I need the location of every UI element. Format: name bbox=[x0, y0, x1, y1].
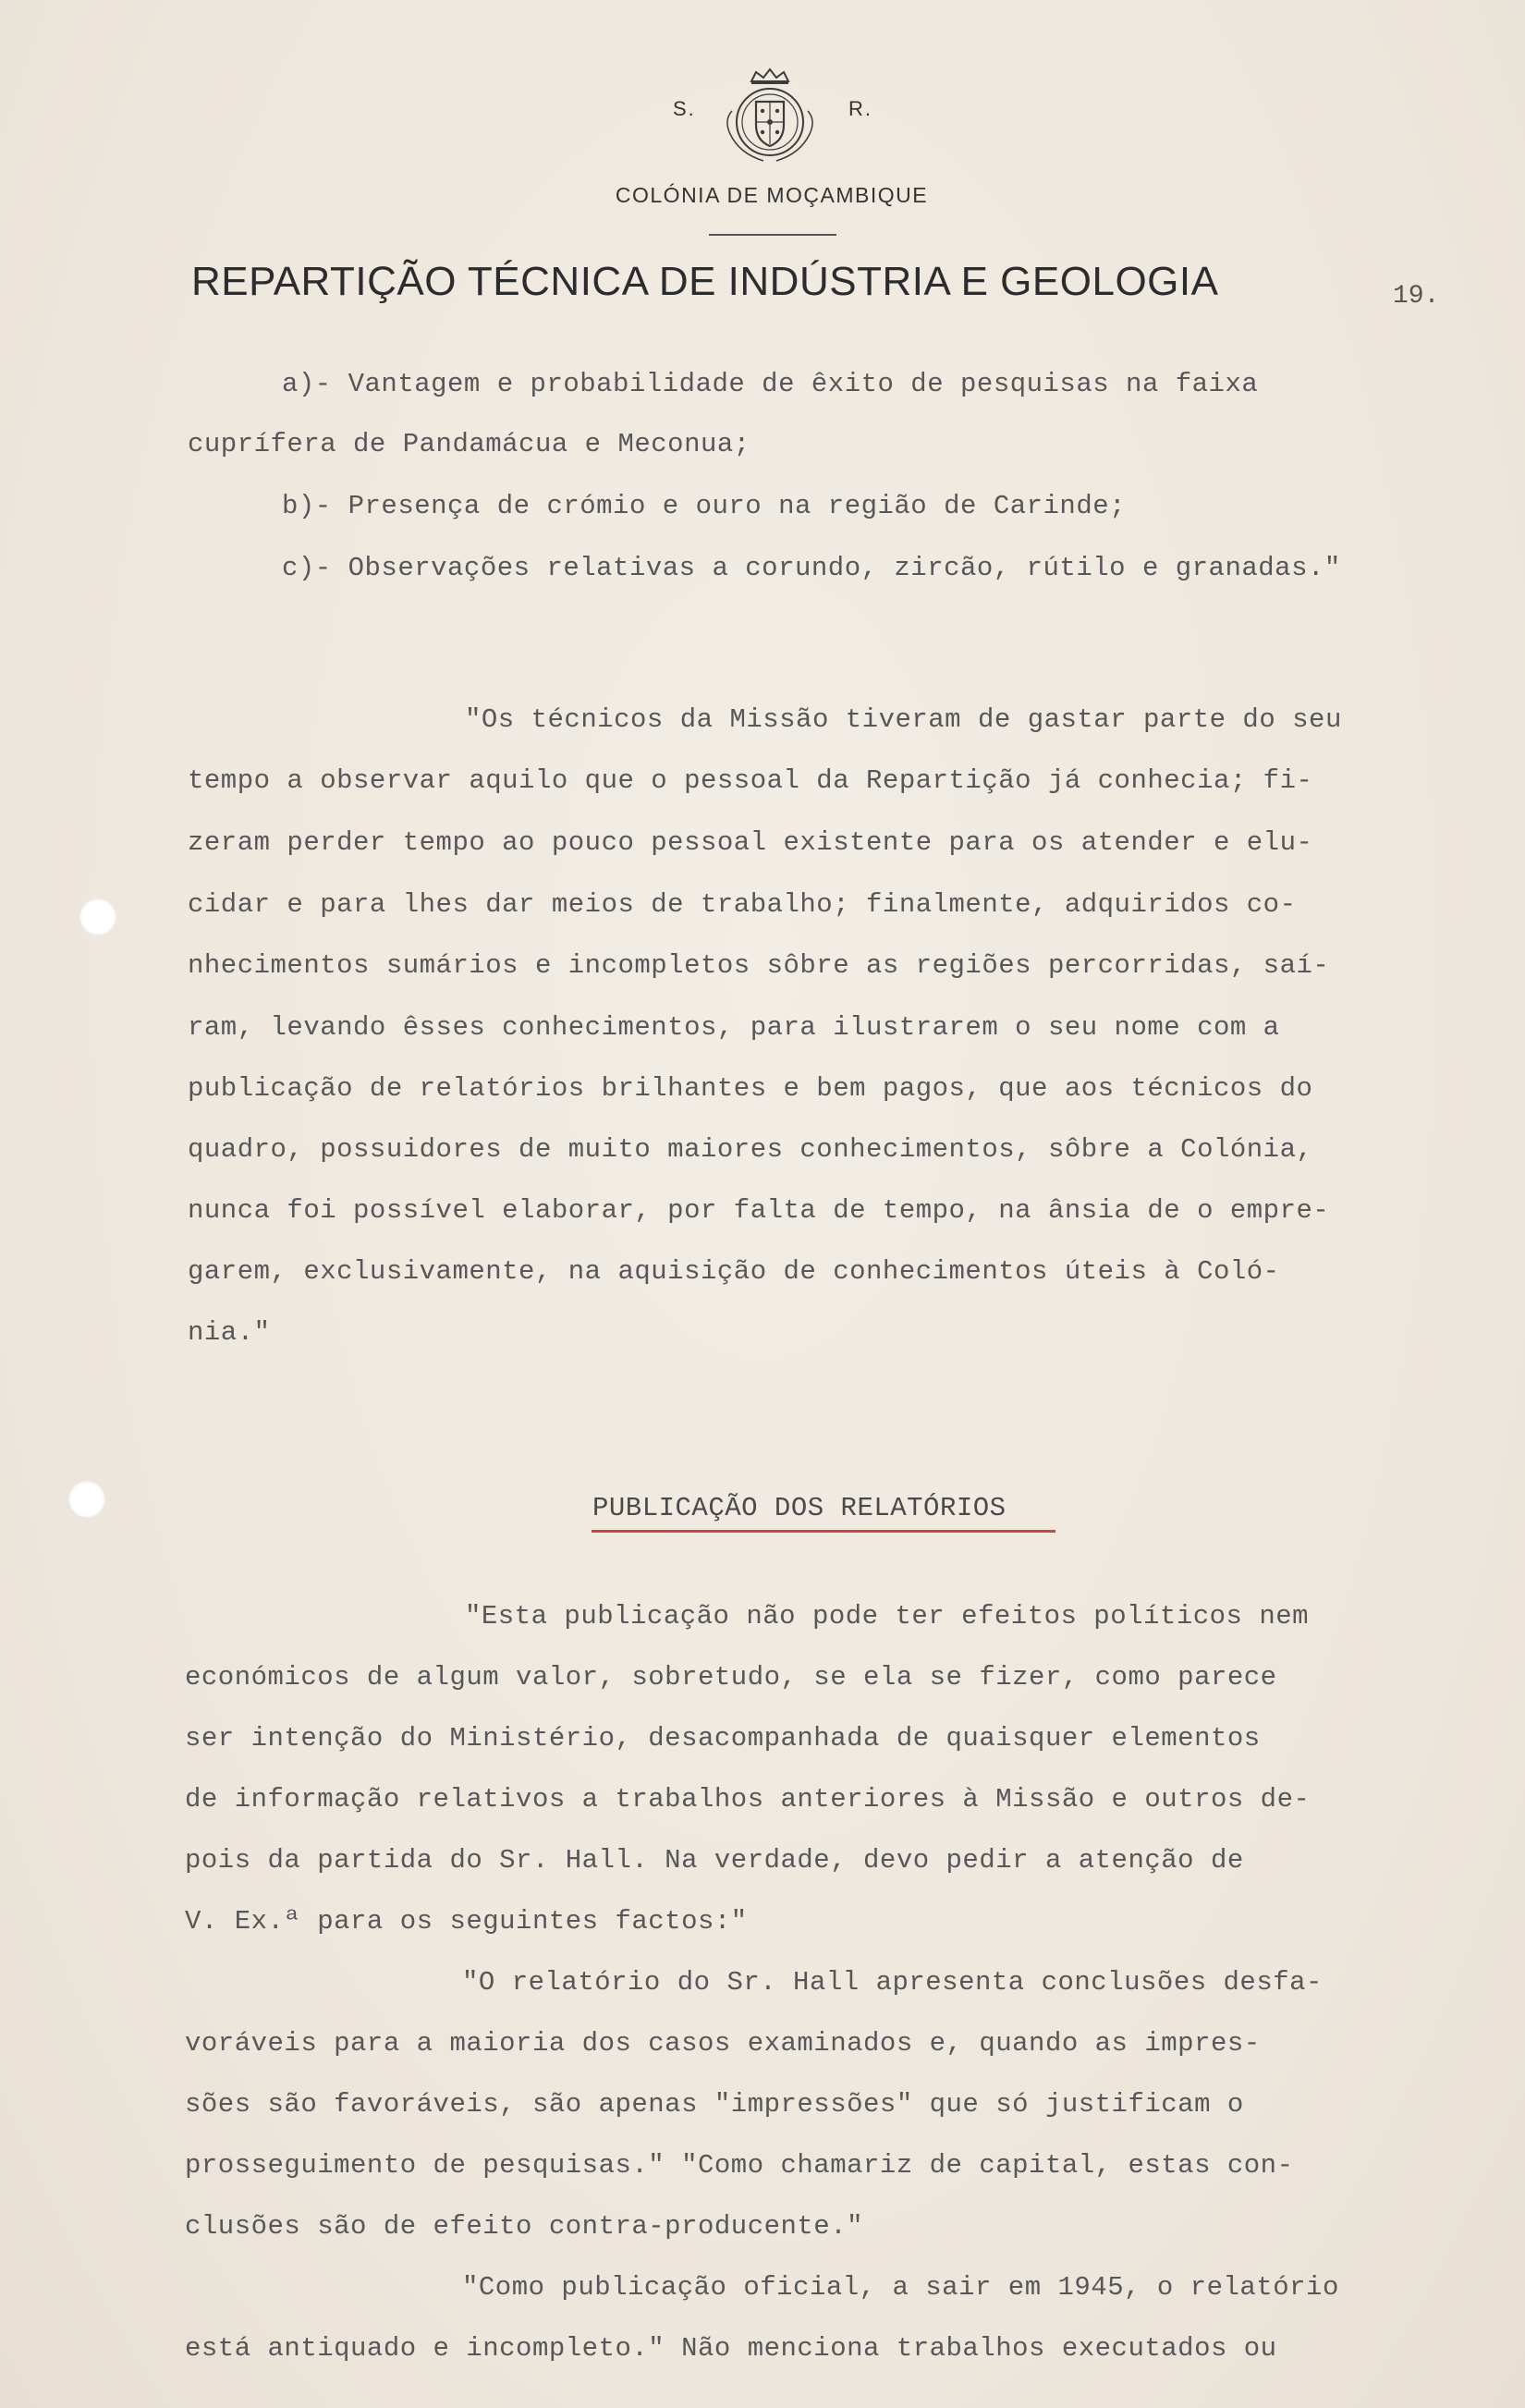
publication-line: voráveis para a maioria dos casos examinados e, quando as impres- bbox=[185, 2028, 1261, 2059]
quote-line: cidar e para lhes dar meios de trabalho; finalmente, adquiridos co- bbox=[188, 889, 1297, 920]
letterhead-right-letter: R. bbox=[848, 97, 872, 120]
department-title: REPARTIÇÃO TÉCNICA DE INDÚSTRIA E GEOLOGIA bbox=[191, 259, 1219, 304]
colony-name: COLÓNIA DE MOÇAMBIQUE bbox=[615, 183, 929, 207]
quote-line: zeram perder tempo ao pouco pessoal existente para os atender e elu- bbox=[188, 827, 1313, 858]
publication-line: ser intenção do Ministério, desacompanhada de quaisquer elementos bbox=[185, 1723, 1261, 1754]
punch-hole-bottom bbox=[68, 1481, 105, 1518]
quote-line: nhecimentos sumários e incompletos sôbre as regiões percorridas, saí- bbox=[188, 950, 1330, 981]
list-item-b: b)- Presença de crómio e ouro na região de Carinde; bbox=[282, 491, 1127, 521]
list-item-a-continued: cuprífera de Pandamácua e Meconua; bbox=[188, 429, 750, 459]
quote-line: ram, levando êsses conhecimentos, para ilustrarem o seu nome com a bbox=[188, 1012, 1280, 1043]
publication-line: sões são favoráveis, são apenas "impressões" que só justificam o bbox=[185, 2089, 1244, 2120]
page-number: 19. bbox=[1393, 282, 1440, 311]
publication-line: económicos de algum valor, sobretudo, se ela se fizer, como parece bbox=[185, 1662, 1277, 1693]
publication-line: V. Ex.ª para os seguintes factos:" bbox=[185, 1906, 748, 1937]
quote-line: nia." bbox=[188, 1317, 271, 1348]
list-item-a: a)- Vantagem e probabilidade de êxito de pesquisas na faixa bbox=[282, 369, 1259, 399]
publication-line: prosseguimento de pesquisas." "Como chamariz de capital, estas con- bbox=[185, 2150, 1294, 2181]
publication-line: "O relatório do Sr. Hall apresenta conclusões desfa- bbox=[462, 1967, 1323, 1998]
coat-of-arms-icon bbox=[719, 65, 821, 166]
heading-underline bbox=[592, 1530, 1055, 1533]
section-heading: PUBLICAÇÃO DOS RELATÓRIOS bbox=[592, 1493, 1006, 1523]
quote-line: garem, exclusivamente, na aquisição de conhecimentos úteis à Coló- bbox=[188, 1256, 1280, 1287]
letterhead-left-letter: S. bbox=[673, 97, 696, 120]
quote-line: nunca foi possível elaborar, por falta de tempo, na ânsia de o empre- bbox=[188, 1195, 1330, 1226]
quote-line: tempo a observar aquilo que o pessoal da Repartição já conhecia; fi- bbox=[188, 765, 1313, 796]
publication-line: "Como publicação oficial, a sair em 1945, o relatório bbox=[462, 2272, 1339, 2303]
quote-line: publicação de relatórios brilhantes e bem pagos, que aos técnicos do bbox=[188, 1073, 1313, 1104]
publication-line: "Esta publicação não pode ter efeitos políticos nem bbox=[465, 1601, 1310, 1632]
publication-line: está antiquado e incompleto." Não menciona trabalhos executados ou bbox=[185, 2333, 1277, 2364]
letterhead-divider bbox=[709, 234, 836, 236]
quote-line: quadro, possuidores de muito maiores conhecimentos, sôbre a Colónia, bbox=[188, 1134, 1313, 1165]
list-item-c: c)- Observações relativas a corundo, zircão, rútilo e granadas." bbox=[282, 553, 1341, 583]
punch-hole-top bbox=[79, 898, 116, 935]
publication-line: pois da partida do Sr. Hall. Na verdade, devo pedir a atenção de bbox=[185, 1845, 1244, 1876]
publication-line: clusões são de efeito contra-producente." bbox=[185, 2211, 864, 2242]
publication-line: de informação relativos a trabalhos anteriores à Missão e outros de- bbox=[185, 1784, 1311, 1815]
quote-line: "Os técnicos da Missão tiveram de gastar parte do seu bbox=[465, 704, 1342, 735]
